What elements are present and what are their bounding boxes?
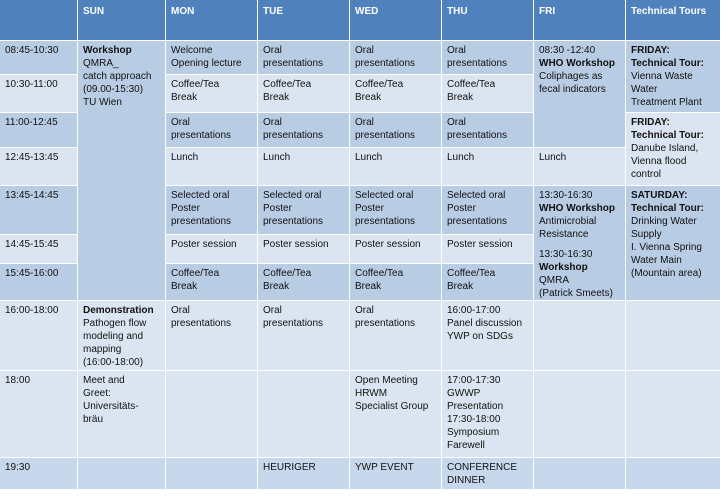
fri-who2-time: 13:30-16:30 [539, 190, 593, 201]
sun-meet-line: bräu [83, 414, 104, 425]
sun-empty [78, 458, 166, 490]
wed-session-line: Oral [355, 45, 374, 56]
sun-workshop-line: (09.00-15:30) [83, 84, 144, 95]
wed-session-line: presentations [355, 130, 416, 141]
fri-empty [534, 301, 626, 371]
mon-empty [166, 458, 258, 490]
time-cell: 19:30 [0, 458, 78, 490]
thu-session-line: Break [447, 281, 474, 293]
thu-session [442, 41, 534, 75]
tour1-line: Treatment Plant [631, 97, 702, 108]
tue-session [258, 75, 350, 113]
header-sun: SUN [78, 0, 166, 41]
mon-session-line: Coffee/Tea [171, 79, 220, 90]
mon-session-line: Break [171, 92, 198, 103]
thu-evening-line: 17:00-17:30 [447, 375, 501, 386]
fri-empty [534, 458, 626, 490]
tour3-line: Drinking Water [631, 216, 697, 227]
sun-demo-title: Demonstration [83, 305, 154, 316]
mon-session-line: presentations [171, 318, 232, 329]
tue-poster-session: Poster session [258, 235, 350, 265]
wed-session [350, 41, 442, 75]
tour2-day: FRIDAY: [631, 117, 670, 128]
thu-session-line: Coffee/Tea [447, 79, 496, 90]
mon-session-line: Break [171, 281, 198, 293]
tue-session [258, 41, 350, 75]
row-1600 [0, 301, 721, 371]
row-1930 [0, 458, 721, 490]
fri-afternoon-workshops [534, 186, 626, 301]
tue-session-line: presentations [263, 130, 324, 141]
thu-session-line: Poster [447, 203, 476, 214]
sun-workshop-line: TU Wien [83, 97, 122, 108]
sun-demo-line: modeling and [83, 331, 144, 342]
tour3-line: Water Main [631, 255, 682, 266]
thu-session-line: Oral [447, 117, 466, 128]
tue-lunch: Lunch [258, 148, 350, 186]
row-0845 [0, 41, 721, 75]
sun-demonstration-cell [78, 301, 166, 371]
sun-meet-line: Meet and [83, 375, 125, 386]
thu-session-line: presentations [447, 130, 508, 141]
tour3-line: Supply [631, 229, 662, 240]
sun-meet-line: Greet: [83, 388, 111, 399]
tours-empty [626, 458, 721, 490]
wed-session-line: Coffee/Tea [355, 268, 404, 280]
header-mon: MON [166, 0, 258, 41]
mon-session-line: Poster [171, 203, 200, 214]
thu-dinner-line: CONFERENCE [447, 462, 518, 473]
thu-session-line: Coffee/Tea [447, 268, 496, 280]
wed-session [350, 113, 442, 148]
mon-session [166, 186, 258, 235]
tue-session-line: Coffee/Tea [263, 268, 312, 280]
tue-session [258, 113, 350, 148]
header-corner [0, 0, 78, 41]
tue-heuriger: HEURIGER [258, 458, 350, 490]
fri-who2-line: Antimicrobial [539, 216, 597, 227]
wed-session-line: presentations [355, 216, 416, 227]
mon-session [166, 264, 258, 301]
wed-lunch: Lunch [350, 148, 442, 186]
wed-open-meeting [350, 371, 442, 458]
thu-session-line: Break [447, 92, 474, 103]
fri-who2-line: Resistance [539, 229, 589, 240]
thu-dinner-line: DINNER [447, 475, 486, 486]
mon-session-line: Oral [171, 305, 190, 316]
wed-session-line: Coffee/Tea [355, 79, 404, 90]
thu-session [442, 301, 534, 371]
time-cell: 13:45-14:45 [0, 186, 78, 235]
tue-session-line: Poster [263, 203, 292, 214]
header-row [0, 0, 721, 41]
thu-session [442, 186, 534, 235]
thu-session-line: presentations [447, 58, 508, 69]
fri-who1-time: 08:30 -12:40 [539, 45, 596, 56]
mon-empty [166, 371, 258, 458]
tue-session [258, 264, 350, 301]
tour3-title: Technical Tour: [631, 203, 704, 214]
tue-session-line: Selected oral [263, 190, 322, 201]
thu-session-line: Panel discussion [447, 318, 523, 329]
tue-session-line: Coffee/Tea [263, 79, 312, 90]
header-technical-tours: Technical Tours [626, 0, 721, 41]
tue-session-line: presentations [263, 58, 324, 69]
header-wed: WED [350, 0, 442, 41]
thu-session-line: YWP on SDGs [447, 331, 513, 342]
wed-session-line: Selected oral [355, 190, 414, 201]
thu-session [442, 113, 534, 148]
sun-meet-greet-cell [78, 371, 166, 458]
fri-empty [534, 371, 626, 458]
thu-conference-dinner [442, 458, 534, 490]
wed-meeting-line: Specialist Group [355, 401, 429, 412]
tour2-title: Technical Tour: [631, 130, 704, 141]
sun-workshop-cell [78, 41, 166, 301]
tour2-line: Danube Island, [631, 143, 699, 154]
mon-session-line: presentations [171, 216, 232, 227]
tue-session-line: Oral [263, 117, 282, 128]
wed-session-line: Break [355, 281, 382, 293]
time-cell: 16:00-18:00 [0, 301, 78, 371]
thu-poster-session: Poster session [442, 235, 534, 265]
fri-workshop-line: (Patrick Smeets) [539, 288, 613, 299]
tue-session-line: Break [263, 281, 290, 293]
mon-session [166, 41, 258, 75]
sun-workshop-line: QMRA_ [83, 58, 119, 69]
thu-session-line: Selected oral [447, 190, 506, 201]
thu-evening-line: Presentation [447, 401, 504, 412]
thu-evening-line: Symposium [447, 427, 500, 438]
mon-session-line: presentations [171, 130, 232, 141]
tue-session [258, 301, 350, 371]
thu-evening-line: Farewell [447, 440, 485, 451]
thu-evening-line: GWWP [447, 388, 481, 399]
fri-who1-line: fecal indicators [539, 84, 606, 95]
header-fri: FRI [534, 0, 626, 41]
tour1-day: FRIDAY: [631, 45, 670, 56]
tue-session-line: Break [263, 92, 290, 103]
wed-session-line: Oral [355, 305, 374, 316]
mon-session [166, 113, 258, 148]
tours-empty [626, 371, 721, 458]
fri-lunch: Lunch [534, 148, 626, 186]
sun-demo-line: Pathogen flow [83, 318, 147, 329]
wed-meeting-line: HRWM [355, 388, 388, 399]
tue-session-line: Oral [263, 305, 282, 316]
tue-session-line: Oral [263, 45, 282, 56]
fri-who1-line: Coliphages as [539, 71, 603, 82]
wed-session-line: presentations [355, 318, 416, 329]
fri-workshop-title: Workshop [539, 262, 588, 273]
mon-session [166, 301, 258, 371]
wed-session-line: Poster [355, 203, 384, 214]
tour2-line: control [631, 169, 662, 180]
thu-evening-line: 17:30-18:00 [447, 414, 501, 425]
time-cell: 08:45-10:30 [0, 41, 78, 75]
thu-session-line: presentations [447, 216, 508, 227]
wed-session [350, 186, 442, 235]
tue-empty [258, 371, 350, 458]
sun-demo-line: (16:00-18:00) [83, 357, 144, 368]
fri-workshop-time: 13:30-16:30 [539, 249, 593, 260]
wed-session [350, 75, 442, 113]
tours-empty [626, 301, 721, 371]
thu-evening [442, 371, 534, 458]
header-thu: THU [442, 0, 534, 41]
wed-meeting-line: Open Meeting [355, 375, 418, 386]
time-cell: 12:45-13:45 [0, 148, 78, 186]
thu-session [442, 75, 534, 113]
time-cell: 11:00-12:45 [0, 113, 78, 148]
mon-poster-session: Poster session [166, 235, 258, 265]
fri-who2-title: WHO Workshop [539, 203, 615, 214]
mon-session-line: Coffee/Tea [171, 268, 220, 280]
row-1800 [0, 371, 721, 458]
tour2-line: Vienna flood [631, 156, 687, 167]
fri-who1-title: WHO Workshop [539, 58, 615, 69]
sun-meet-line: Universitäts- [83, 401, 139, 412]
mon-session-line: Selected oral [171, 190, 230, 201]
wed-session-line: presentations [355, 58, 416, 69]
wed-session-line: Break [355, 92, 382, 103]
wed-session [350, 301, 442, 371]
tour1-line: Vienna Waste [631, 71, 693, 82]
tour1-title: Technical Tour: [631, 58, 704, 69]
tue-session [258, 186, 350, 235]
tour1-line: Water [631, 84, 658, 95]
sun-demo-line: mapping [83, 344, 122, 355]
mon-session-line: Welcome [171, 45, 213, 56]
time-cell: 10:30-11:00 [0, 75, 78, 113]
fri-workshop-line: QMRA [539, 275, 569, 286]
wed-session-line: Oral [355, 117, 374, 128]
header-tue: TUE [258, 0, 350, 41]
tour-saturday [626, 186, 721, 301]
thu-session-line: Oral [447, 45, 466, 56]
tour3-line: I. Vienna Spring [631, 242, 702, 253]
sun-workshop-title: Workshop [83, 45, 132, 56]
time-cell: 14:45-15:45 [0, 235, 78, 265]
sun-workshop-line: catch approach [83, 71, 152, 82]
mon-lunch: Lunch [166, 148, 258, 186]
mon-session [166, 75, 258, 113]
tue-session-line: presentations [263, 318, 324, 329]
mon-session-line: Oral [171, 117, 190, 128]
thu-session-line: 16:00-17:00 [447, 305, 501, 316]
tour3-day: SATURDAY: [631, 190, 688, 201]
thu-session [442, 264, 534, 301]
tour3-line: (Mountain area) [631, 268, 702, 279]
time-cell: 15:45-16:00 [0, 264, 78, 301]
wed-poster-session: Poster session [350, 235, 442, 265]
tour-friday-1 [626, 41, 721, 113]
thu-lunch: Lunch [442, 148, 534, 186]
fri-who-workshop-1 [534, 41, 626, 148]
wed-ywp-event: YWP EVENT [350, 458, 442, 490]
mon-session-line: Opening lecture [171, 58, 242, 69]
tour-friday-2 [626, 113, 721, 186]
time-cell: 18:00 [0, 371, 78, 458]
tue-session-line: presentations [263, 216, 324, 227]
spacer [539, 241, 621, 248]
wed-session [350, 264, 442, 301]
